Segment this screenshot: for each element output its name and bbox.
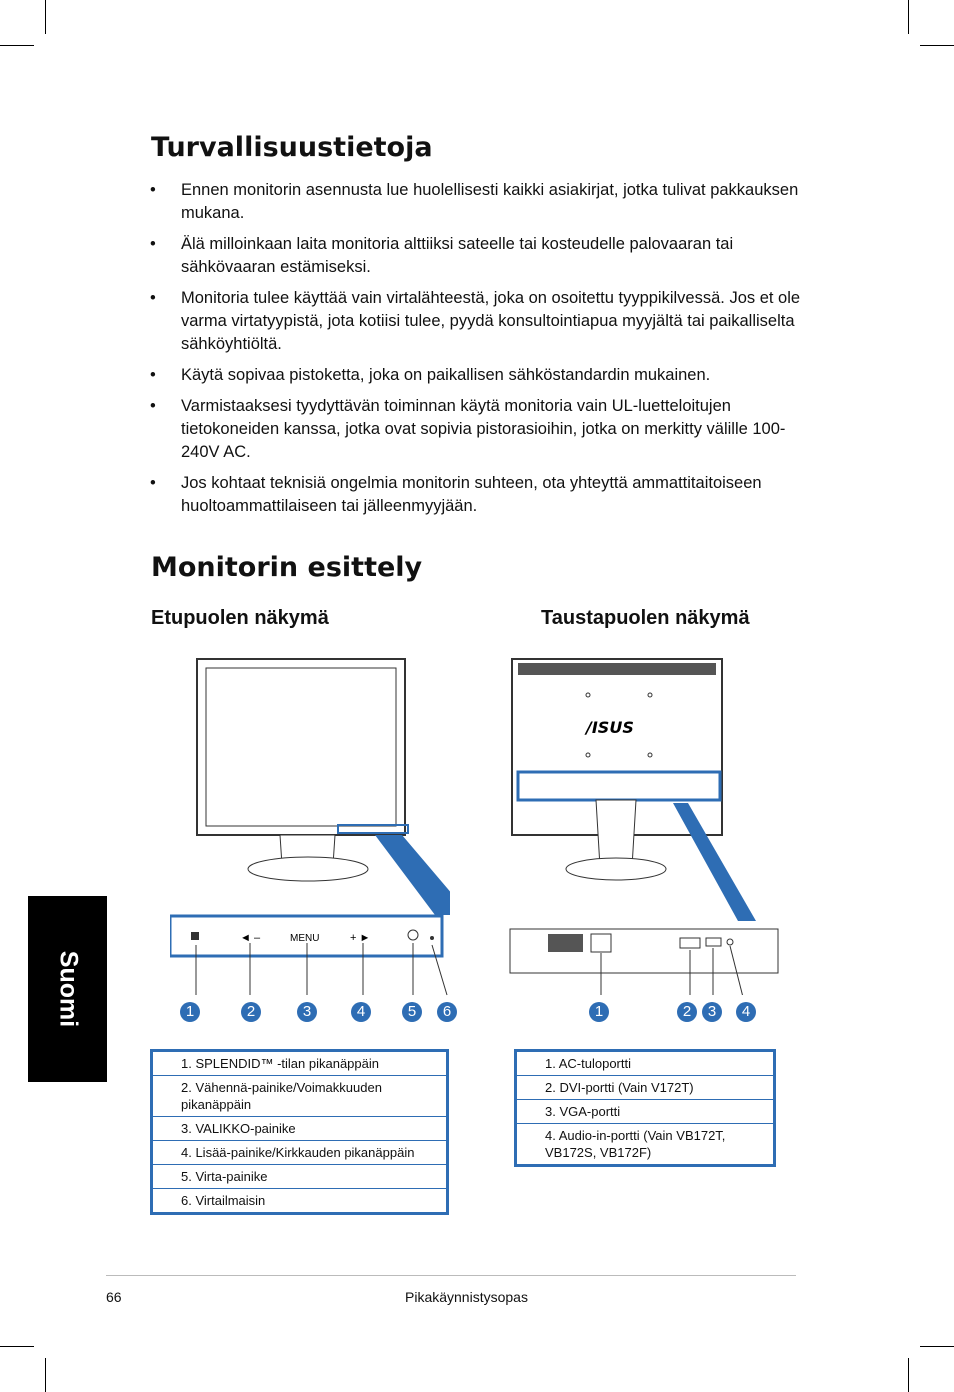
bullet-text: Jos kohtaat teknisiä ongelmia monitorin suhteen, ota yhteyttä ammattitaitoiseen huoltoammattilaiseen tai jälleenmyyjään.	[181, 474, 762, 515]
list-item	[150, 179, 810, 225]
table-row: 5. Virta-painike	[153, 1165, 446, 1189]
callout-number: 4	[351, 1002, 371, 1022]
bullet-glyph: •	[150, 366, 156, 384]
callout-number: 3	[297, 1002, 317, 1022]
language-label: Suomi	[54, 950, 82, 1028]
table-row: 4. Lisää-painike/Kirkkauden pikanäppäin	[153, 1141, 446, 1165]
callout-number: 1	[180, 1002, 200, 1022]
list-item	[150, 364, 810, 387]
crop-mark	[0, 1346, 34, 1347]
table-row: 1. AC-tuloportti	[517, 1052, 773, 1076]
table-row: 3. VALIKKO-painike	[153, 1117, 446, 1141]
crop-mark	[45, 0, 46, 34]
bullet-glyph: •	[150, 397, 156, 415]
section-title-safety: Turvallisuustietoja	[151, 132, 433, 163]
list-item	[150, 287, 810, 356]
crop-mark	[45, 1358, 46, 1392]
bullet-glyph: •	[150, 289, 156, 307]
bullet-text: Varmistaaksesi tyydyttävän toiminnan käytä monitoria vain UL-luetteloitujen tietokoneiden kanssa, jotka ovat sopivia pistorasioihin, jotka on merkitty välille 100-240V AC.	[181, 397, 786, 461]
table-row: 2. Vähennä-painike/Voimakkuuden pikanäppäin	[153, 1076, 446, 1117]
crop-mark	[908, 1358, 909, 1392]
list-item	[150, 233, 810, 279]
svg-text:◄ –: ◄ –	[240, 932, 261, 944]
front-legend-table	[150, 1049, 449, 1215]
callout-number: 3	[702, 1002, 722, 1022]
section-title-monitor: Monitorin esittely	[151, 552, 423, 583]
bullet-glyph: •	[150, 181, 156, 199]
list-item	[150, 395, 810, 464]
callout-number: 1	[589, 1002, 609, 1022]
menu-label: MENU	[290, 933, 320, 944]
front-monitor-illustration	[170, 655, 450, 1015]
callout-number: 2	[677, 1002, 697, 1022]
table-row: 2. DVI-portti (Vain V172T)	[517, 1076, 773, 1100]
back-view-heading: Taustapuolen näkymä	[541, 607, 750, 629]
crop-mark	[920, 45, 954, 46]
bullet-text: Älä milloinkaan laita monitoria alttiiksi sateelle tai kosteudelle palovaaran tai sähkövaaran estämiseksi.	[181, 235, 734, 276]
callout-number: 5	[402, 1002, 422, 1022]
table-row: 6. Virtailmaisin	[181, 1193, 266, 1208]
bullet-glyph: •	[150, 235, 156, 253]
callout-number: 6	[437, 1002, 457, 1022]
svg-text:+ ►: + ►	[350, 932, 371, 944]
bullet-text: Käytä sopivaa pistoketta, joka on paikallisen sähköstandardin mukainen.	[181, 366, 711, 384]
crop-mark	[920, 1346, 954, 1347]
list-item	[150, 472, 810, 518]
asus-logo: /ISUS	[586, 718, 634, 737]
table-row: 3. VGA-portti	[517, 1100, 773, 1124]
bullet-text: Ennen monitorin asennusta lue huolellisesti kaikki asiakirjat, jotka tulivat pakkauksen mukana.	[181, 181, 799, 222]
footer-divider	[106, 1275, 796, 1276]
bullet-text: Monitoria tulee käyttää vain virtalähteestä, joka on osoitettu tyyppikilvessä. Jos et ole varma virtatyypistä, jota kotiisi tulee, pyydä konsultointiapua myyjältä tai paikalliselta sähköyhtiöltä.	[181, 289, 801, 353]
table-row: 1. SPLENDID™ -tilan pikanäppäin	[153, 1052, 446, 1076]
back-legend-table	[514, 1049, 776, 1167]
crop-mark	[908, 0, 909, 34]
language-side-tab	[28, 896, 107, 1082]
callout-number: 4	[736, 1002, 756, 1022]
callout-number: 2	[241, 1002, 261, 1022]
front-view-heading: Etupuolen näkymä	[151, 607, 329, 629]
back-monitor-illustration	[508, 655, 783, 995]
page-number: 66	[106, 1289, 122, 1305]
table-row: 4. Audio-in-portti (Vain VB172T, VB172S, VB172F)	[545, 1128, 726, 1160]
bullet-glyph: •	[150, 474, 156, 492]
safety-bullet-list	[150, 179, 810, 526]
footer-title: Pikakäynnistysopas	[405, 1289, 528, 1305]
crop-mark	[0, 45, 34, 46]
